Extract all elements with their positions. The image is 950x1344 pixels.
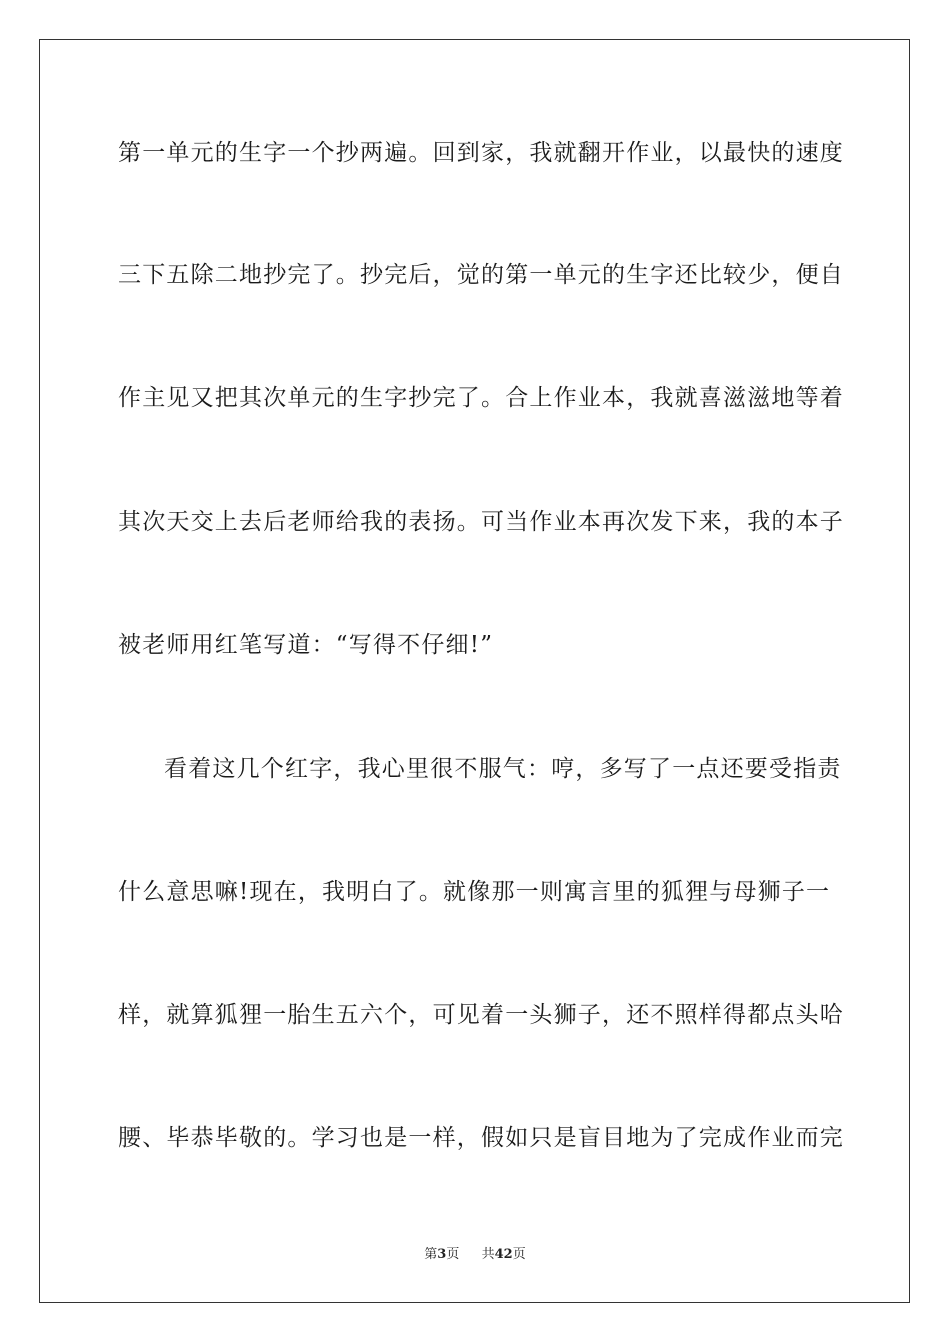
footer-page-prefix: 第 [424,1247,438,1262]
body-text-line-3: 作主见又把其次单元的生字抄完了。合上作业本，我就喜滋滋地等着 [118,385,844,411]
body-text-line-4: 其次天交上去后老师给我的表扬。可当作业本再次发下来，我的本子 [118,509,844,535]
footer-total-prefix: 共 [481,1247,495,1262]
page-border [39,39,910,1303]
page-footer [0,1246,950,1264]
body-text-line-9: 腰、毕恭毕敬的。学习也是一样，假如只是盲目地为了完成作业而完 [118,1125,844,1151]
body-text-line-1: 第一单元的生字一个抄两遍。回到家，我就翻开作业，以最快的速度 [118,140,844,166]
footer-total-pages: 42 [494,1247,513,1262]
body-text-line-7: 什么意思嘛!现在，我明白了。就像那一则寓言里的狐狸与母狮子一 [118,879,831,905]
footer-page-suffix: 页 [446,1247,460,1262]
body-text-line-6: 看着这几个红字，我心里很不服气：哼，多写了一点还要受指责 [164,756,842,782]
body-text-line-5: 被老师用红笔写道：“写得不仔细!” [118,632,494,658]
footer-total-suffix: 页 [512,1247,526,1262]
footer-page-number: 3 [437,1247,447,1262]
body-text-line-2: 三下五除二地抄完了。抄完后，觉的第一单元的生字还比较少，便自 [118,262,844,288]
body-text-line-8: 样，就算狐狸一胎生五六个，可见着一头狮子，还不照样得都点头哈 [118,1002,844,1028]
